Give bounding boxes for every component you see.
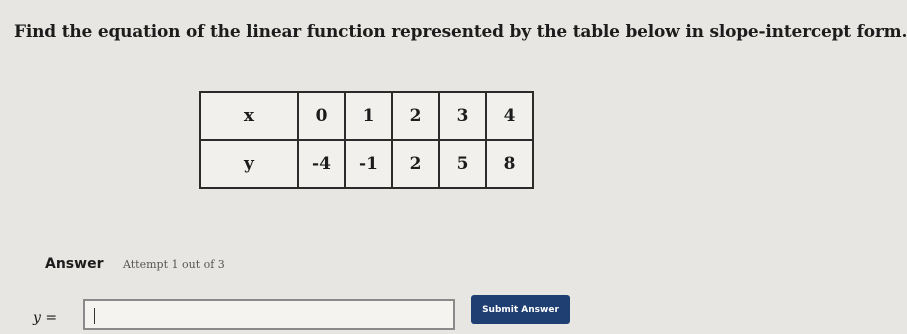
- table-cell-y-1: -1: [345, 140, 392, 188]
- values-table: [199, 91, 534, 189]
- table-cell-y-4: 8: [486, 140, 533, 188]
- table-header-y: y: [200, 140, 298, 188]
- table-cell-x-3: 3: [439, 92, 486, 140]
- attempt-counter: Attempt 1 out of 3: [123, 258, 225, 271]
- table-cell-x-2: 2: [392, 92, 439, 140]
- submit-answer-button[interactable]: Submit Answer: [471, 295, 570, 324]
- answer-input[interactable]: [83, 299, 455, 330]
- table-cell-x-0: 0: [298, 92, 345, 140]
- answer-label: Answer: [45, 256, 104, 272]
- table-row-x: [200, 92, 533, 140]
- table-row-y: [200, 140, 533, 188]
- question-text: Find the equation of the linear function represented by the table below in slope-intercept form.: [14, 22, 907, 42]
- answer-prefix: y =: [33, 310, 58, 326]
- table-cell-y-0: -4: [298, 140, 345, 188]
- table-cell-x-1: 1: [345, 92, 392, 140]
- table-header-x: x: [200, 92, 298, 140]
- table-cell-x-4: 4: [486, 92, 533, 140]
- table-cell-y-2: 2: [392, 140, 439, 188]
- table-cell-y-3: 5: [439, 140, 486, 188]
- text-cursor: [94, 308, 95, 324]
